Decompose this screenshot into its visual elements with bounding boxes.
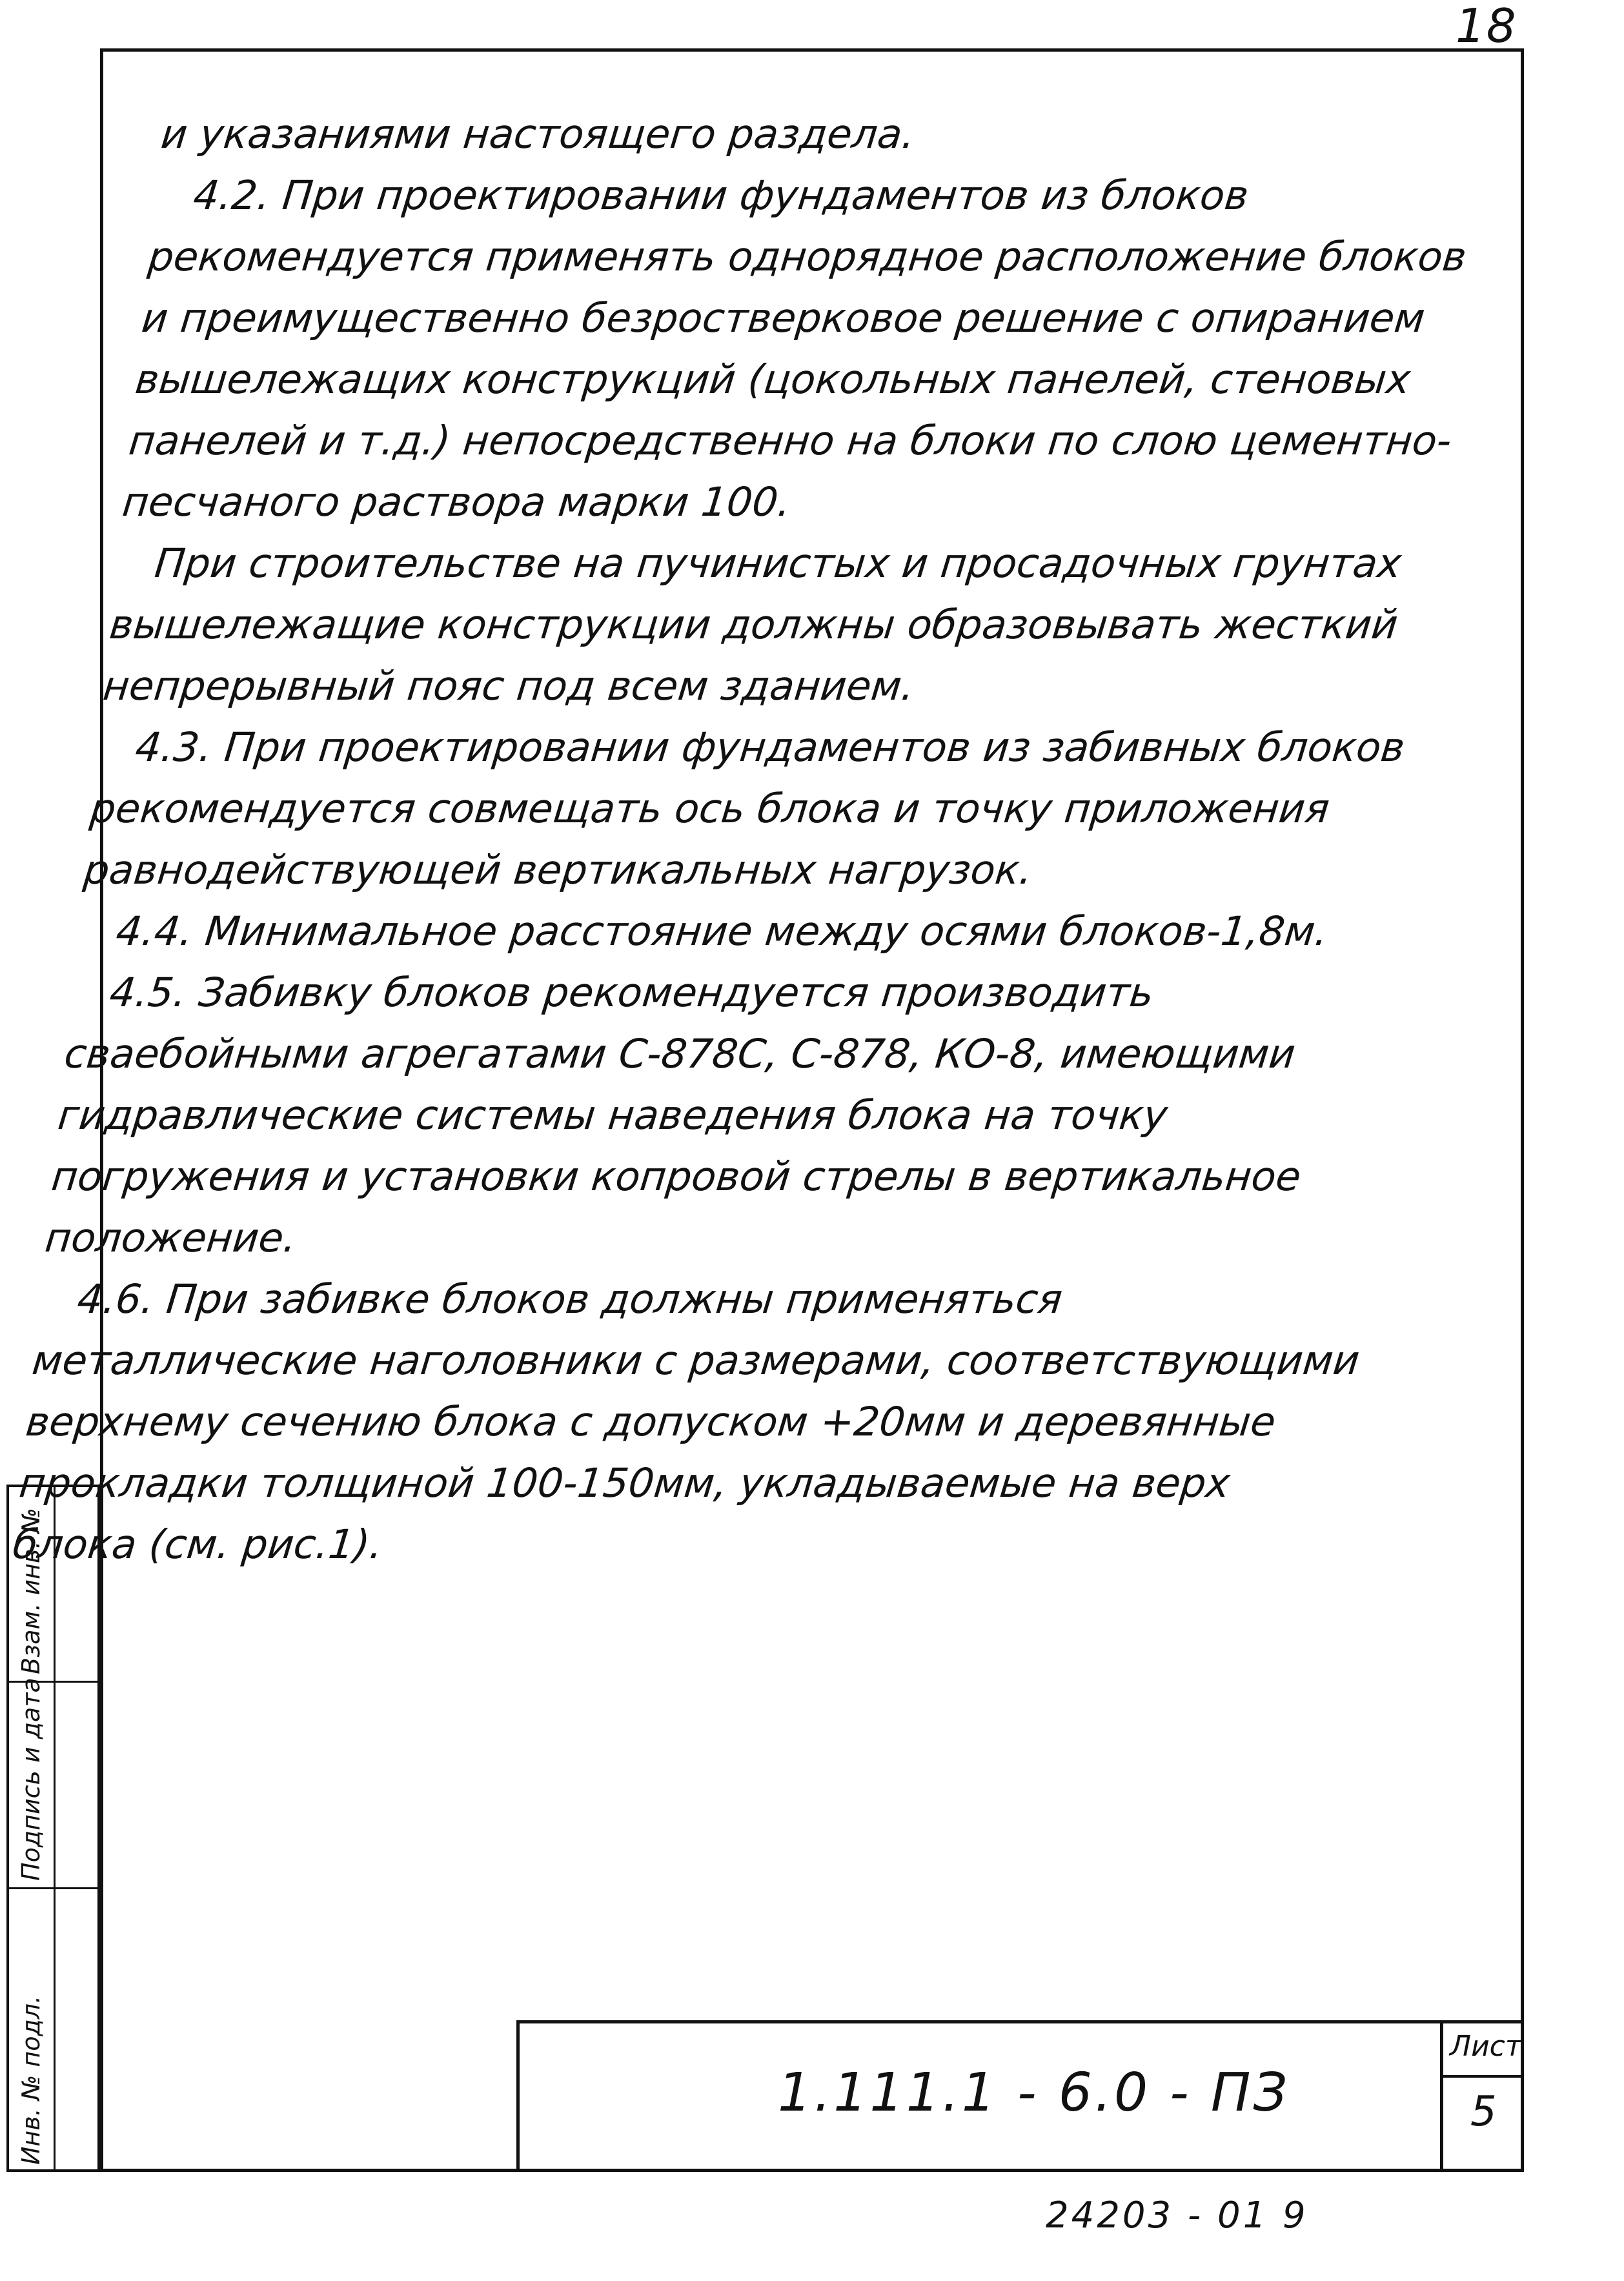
paragraph-4-2: 4.2. При проектировании фундаментов из блоков рекомендуется применять однорядное расположение блоков и преимущественно безростверковое решение с опиранием вышележащих конструкций (цокольных панелей, стеновых панелей и т.д.) непосредственно на блоки по слою цементно-песчаного раствора марки 100. [120,172,1469,525]
page-corner-number: 18 [1456,0,1517,53]
body-text [10,103,1507,1575]
side-stamp-divider [9,1887,97,1889]
paragraph-continuation: и указаниями настоящего раздела. [159,110,918,157]
paragraph-4-5: 4.5. Забивку блоков рекомендуется производить сваебойными агрегатами С-878С, С-878, КО-8, имеющими гидравлические системы наведения блока на точку погружения и установки копровой стрелы в вертикальное положение. [43,969,1303,1261]
archive-number: 24203 - 01 9 [1046,2195,1308,2236]
stamp-label-replacement: Взам. инв. № [17,1507,45,1674]
sheet-box [1440,2023,1521,2169]
paragraph-4-3: 4.3. При проектировании фундаментов из забивных блоков рекомендуется совмещать ось блока и точку приложения равнодействующей вертикальных нагрузок. [81,724,1407,893]
paragraph-4-4: 4.4. Минимальное расстояние между осями блоков-1,8м. [114,907,1330,955]
paragraph-4-6: 4.6. При забивке блоков должны применяться металлические наголовники с размерами, соответствующими верхнему сечению блока с допуском +20мм и деревянные прокладки толщиной 100-150мм, укладываемые на верх блока (см. рис.1). [10,1275,1362,1568]
title-block [516,2020,1524,2172]
paragraph-heaving-soils: При строительстве на пучинистых и просадочных грунтах вышележащие конструкции должны образовывать жесткий непрерывный пояс под всем зданием. [101,540,1404,709]
stamp-label-signature-date: Подпись и дата [17,1678,45,1881]
stamp-label-inventory: Инв. № подл. [17,1995,45,2165]
sheet-label: Лист [1450,2030,1522,2063]
side-stamp [6,1485,100,2172]
sheet-number: 5 [1470,2088,1497,2136]
sheet-divider [1443,2075,1521,2078]
document-code: 1.111.1 - 6.0 - ПЗ [778,2062,1290,2124]
